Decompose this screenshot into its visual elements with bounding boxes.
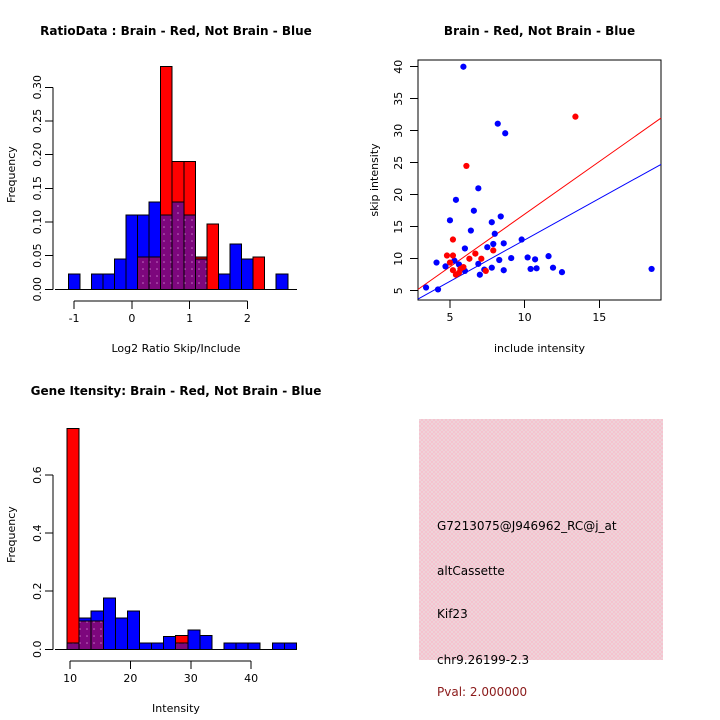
y-tick-label: 25 [392, 155, 405, 170]
data-point [447, 259, 453, 265]
data-point [472, 251, 478, 257]
hist-bar-overlap [79, 621, 91, 649]
splice-type-text: altCassette [437, 564, 505, 578]
hist-bar-not-brain [115, 618, 127, 649]
x-axis-label: Log2 Ratio Skip/Include [111, 342, 241, 355]
y-tick-label: 0.10 [31, 209, 44, 235]
data-point [468, 227, 474, 233]
x-tick-label: -1 [68, 312, 80, 325]
hist-bar-brain [253, 257, 265, 289]
data-point [447, 217, 453, 223]
hist-bar-not-brain [218, 274, 230, 289]
data-point [423, 284, 429, 290]
y-tick-label: 0.05 [31, 243, 44, 268]
hist-bar-not-brain [139, 643, 151, 649]
hist-bar-overlap [149, 257, 161, 289]
y-tick-label: 0.4 [31, 524, 44, 542]
hist-bar-not-brain [230, 244, 242, 289]
data-point [496, 257, 502, 263]
y-tick-label: 35 [392, 91, 405, 106]
scatter-points-not-brain [423, 64, 655, 293]
data-point [495, 121, 501, 127]
y-axis-label: Frequency [5, 506, 18, 564]
data-point [489, 265, 495, 271]
hist-bar-not-brain [248, 643, 260, 649]
data-point [484, 244, 490, 250]
y-tick-label: 0.2 [31, 582, 44, 600]
data-point [460, 64, 466, 70]
y-tick-label: 0.20 [31, 142, 44, 167]
data-point [532, 256, 538, 262]
hist-bar-not-brain [91, 274, 103, 289]
x-axis-label: include intensity [493, 342, 586, 355]
x-axis [74, 301, 247, 309]
data-point [450, 236, 456, 242]
x-tick-label: 30 [183, 672, 198, 685]
histogram-bars [67, 429, 296, 650]
data-point [501, 240, 507, 246]
data-point [508, 255, 514, 261]
y-tick-label: 5 [392, 287, 405, 295]
data-point [545, 253, 551, 259]
hist-bar-not-brain [127, 611, 139, 649]
data-point [525, 254, 531, 260]
x-tick-label: 10 [63, 672, 78, 685]
data-point [498, 213, 504, 219]
hist-bar-not-brain [188, 630, 200, 649]
data-point [572, 114, 578, 120]
pval-text: Pval: 2.000000 [437, 685, 528, 699]
x-axis [70, 661, 251, 669]
hist-bar-not-brain [114, 259, 126, 289]
info-box [419, 419, 663, 699]
y-tick-label: 0.30 [31, 75, 44, 100]
data-point [453, 197, 459, 203]
data-point [489, 219, 495, 225]
data-point [453, 272, 459, 278]
data-point [492, 231, 498, 237]
hist-bar-overlap [91, 621, 103, 649]
data-point [466, 256, 472, 262]
data-point [501, 267, 507, 273]
x-tick-label: 0 [128, 312, 136, 325]
panel-title: Gene Itensity: Brain - Red, Not Brain - Blue [30, 384, 322, 398]
hist-bar-not-brain [236, 643, 248, 649]
data-point [533, 265, 539, 271]
data-point [450, 252, 456, 258]
data-point [528, 266, 534, 272]
data-point [433, 259, 439, 265]
data-point [559, 269, 565, 275]
data-point [502, 130, 508, 136]
hist-bar-overlap [138, 257, 150, 289]
y-tick-label: 40 [392, 59, 405, 74]
hist-bar-not-brain [200, 635, 212, 649]
hist-bar-not-brain [152, 643, 164, 649]
hist-bar-brain [67, 429, 79, 650]
y-tick-label: 15 [392, 219, 405, 234]
data-point [490, 247, 496, 253]
y-tick-label: 0.00 [31, 277, 44, 302]
data-point [519, 236, 525, 242]
data-point [462, 245, 468, 251]
data-point [478, 256, 484, 262]
x-tick-label: 15 [592, 311, 607, 324]
hist-bar-not-brain [242, 259, 254, 289]
hist-bar-brain [207, 224, 219, 289]
hist-bar-not-brain [284, 643, 296, 649]
data-point [648, 266, 654, 272]
y-tick-label: 20 [392, 187, 405, 202]
locus-text: chr9.26199-2.3 [437, 653, 530, 667]
hist-bar-not-brain [224, 643, 236, 649]
x-tick-label: 20 [123, 672, 138, 685]
hist-bar-overlap [172, 202, 184, 290]
hist-bar-overlap [195, 259, 207, 289]
y-tick-label: 0.25 [31, 108, 44, 134]
panel-title: Brain - Red, Not Brain - Blue [443, 24, 636, 38]
x-axis [450, 300, 599, 308]
intensity-scatter-panel [360, 0, 720, 360]
histogram-bars [68, 66, 287, 289]
hist-bar-overlap [161, 215, 173, 289]
y-axis-label: Frequency [5, 146, 18, 204]
hist-bar-not-brain [272, 643, 284, 649]
y-tick-label: 10 [392, 251, 405, 266]
probe-id-text: G7213075@J946962_RC@j_at [437, 519, 617, 533]
hist-bar-overlap [184, 215, 196, 289]
data-point [435, 286, 441, 292]
y-tick-label: 30 [392, 123, 405, 138]
y-tick-label: 0.0 [31, 640, 44, 659]
x-tick-label: 5 [446, 311, 454, 324]
hist-bar-not-brain [103, 598, 115, 649]
hist-bar-overlap [176, 643, 188, 649]
gene-intensity-histogram-panel [0, 360, 360, 720]
scatter-points-brain [444, 114, 579, 278]
hist-bar-not-brain [68, 274, 80, 289]
y-axis [410, 67, 418, 291]
not-brain-fit-line [418, 164, 661, 299]
x-tick-label: 40 [244, 672, 259, 685]
data-point [471, 208, 477, 214]
hist-bar-not-brain [276, 274, 288, 289]
ratio-histogram-panel [0, 0, 360, 360]
data-point [483, 268, 489, 274]
data-point [477, 272, 483, 278]
hist-bar-not-brain [103, 274, 115, 289]
x-axis-label: Intensity [152, 702, 200, 715]
hist-bar-overlap [67, 643, 79, 649]
hist-bar-not-brain [164, 637, 176, 650]
data-point [550, 265, 556, 271]
y-axis [45, 87, 53, 289]
y-tick-label: 0.15 [31, 176, 44, 201]
panel-title: RatioData : Brain - Red, Not Brain - Blue [40, 24, 312, 38]
y-axis [45, 475, 53, 649]
y-axis-label: skip intensity [368, 143, 381, 217]
x-tick-label: 1 [186, 312, 194, 325]
x-tick-label: 10 [517, 311, 532, 324]
data-point [463, 163, 469, 169]
data-point [490, 241, 496, 247]
x-tick-label: 2 [243, 312, 251, 325]
data-point [444, 252, 450, 258]
y-tick-label: 0.6 [31, 466, 44, 484]
gene-symbol-text: Kif23 [437, 607, 468, 621]
hist-bar-not-brain [126, 215, 138, 289]
data-point [475, 185, 481, 191]
